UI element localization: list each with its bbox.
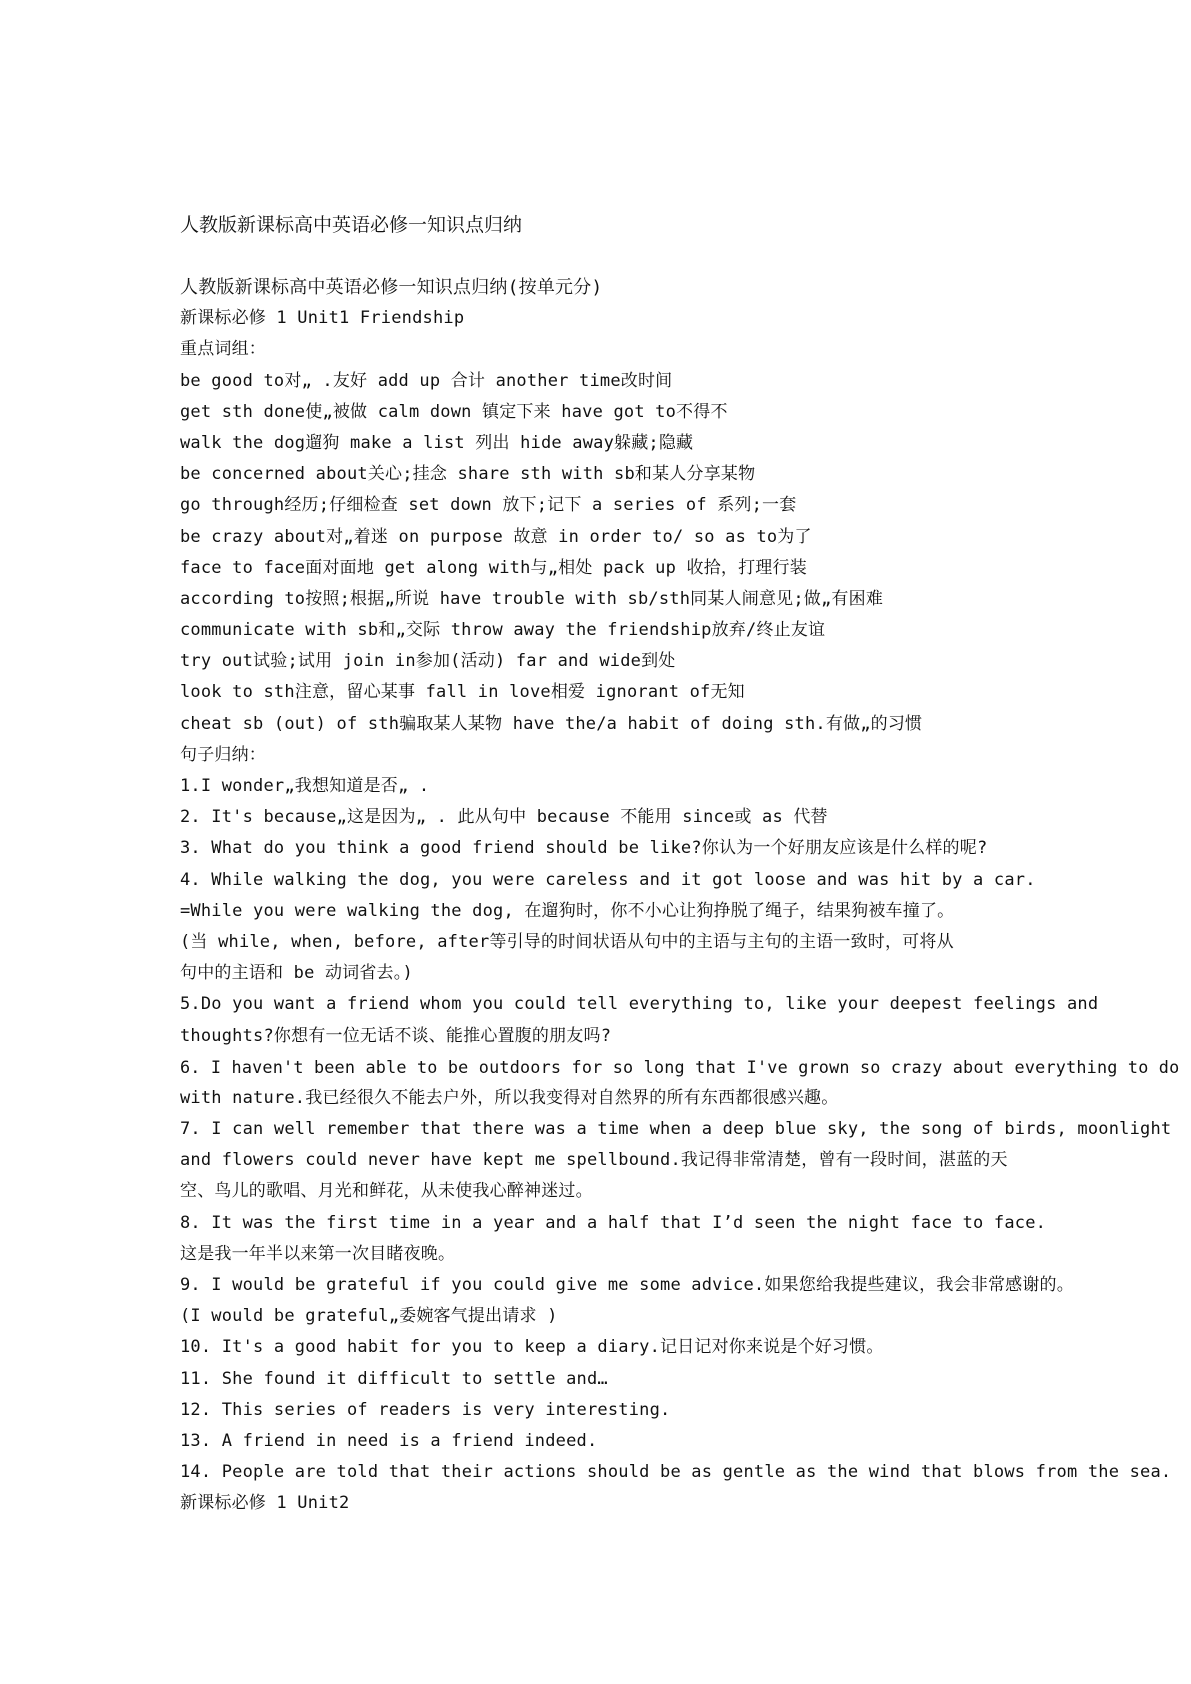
document-line: with nature.我已经很久不能去户外，所以我变得对自然界的所有东西都很感兴趣。	[180, 1087, 839, 1108]
document-line: 9. I would be grateful if you could give me some advice.如果您给我提些建议，我会非常感谢的。	[180, 1275, 1074, 1295]
document-line: thoughts?你想有一位无话不谈、能推心置腹的朋友吗?	[180, 1025, 612, 1046]
document-title: 人教版新课标高中英语必修一知识点归纳	[180, 214, 523, 236]
document-line: 14. People are told that their actions should be as gentle as the wind that blows from the sea.	[180, 1462, 1172, 1483]
document-line: try out试验;试用 join in参加(活动) far and wide到处	[180, 651, 676, 672]
document-line: according to按照;根据„所说 have trouble with sb/sth同某人闹意见;做„有困难	[180, 588, 884, 609]
document-line: look to sth注意，留心某事 fall in love相爱 ignorant of无知	[180, 682, 745, 703]
document-line: communicate with sb和„交际 throw away the friendship放弃/终止友谊	[180, 620, 826, 641]
document-line: 这是我一年半以来第一次目睹夜晚。	[180, 1243, 456, 1264]
document-line: 5.Do you want a friend whom you could tell everything to, like your deepest feelings and	[180, 994, 1099, 1015]
document-line: 句中的主语和 be 动词省去。)	[180, 963, 413, 984]
document-line: 4. While walking the dog, you were careless and it got loose and was hit by a car.	[180, 869, 1036, 890]
document-line: 新课标必修 1 Unit2	[180, 1493, 350, 1514]
document-line: 句子归纳：	[180, 744, 266, 765]
document-line: 新课标必修 1 Unit1 Friendship	[180, 308, 465, 329]
document-line: be crazy about对„着迷 on purpose 故意 in order to/ so as to为了	[180, 526, 812, 547]
document-line: and flowers could never have kept me spellbound.我记得非常清楚，曾有一段时间，湛蓝的天	[180, 1150, 1008, 1171]
document-line: 7. I can well remember that there was a time when a deep blue sky, the song of birds, moonlight	[180, 1119, 1172, 1140]
document-line: 1.I wonder„我想知道是否„ .	[180, 776, 430, 796]
document-line: 2. It's because„这是因为„ . 此从句中 because 不能用 since或 as 代替	[180, 807, 828, 828]
document-line: 人教版新课标高中英语必修一知识点归纳(按单元分)	[180, 277, 603, 298]
document-line: walk the dog遛狗 make a list 列出 hide away躲藏;隐藏	[180, 432, 694, 453]
document-line: 空、鸟儿的歌唱、月光和鲜花，从未使我心醉神迷过。	[180, 1181, 593, 1202]
document-line: 重点词组：	[180, 339, 266, 360]
document-line: go through经历;仔细检查 set down 放下;记下 a series of 系列;一套	[180, 495, 797, 516]
document-line: 3. What do you think a good friend should be like?你认为一个好朋友应该是什么样的呢?	[180, 838, 988, 859]
document-line: 13. A friend in need is a friend indeed.	[180, 1430, 598, 1451]
document-line: 6. I haven't been able to be outdoors for so long that I've grown so crazy about everything to do	[180, 1056, 1180, 1077]
document-line: be concerned about关心;挂念 share sth with sb和某人分享某物	[180, 464, 756, 485]
document-line: =While you were walking the dog, 在遛狗时，你不小心让狗挣脱了绳子，结果狗被车撞了。	[180, 900, 955, 921]
document-line: 12. This series of readers is very interesting.	[180, 1399, 671, 1420]
document-line: 11. She found it difficult to settle and…	[180, 1368, 608, 1389]
document-line: be good to对„ .友好 add up 合计 another time改时间	[180, 370, 673, 391]
document-line: (I would be grateful„委婉客气提出请求 )	[180, 1306, 558, 1327]
document-line: 10. It's a good habit for you to keep a diary.记日记对你来说是个好习惯。	[180, 1337, 884, 1358]
document-line: get sth done使„被做 calm down 镇定下来 have got to不得不	[180, 401, 728, 422]
document-line: face to face面对面地 get along with与„相处 pack up 收拾，打理行装	[180, 557, 807, 578]
document-line: (当 while, when, before, after等引导的时间状语从句中的主语与主句的主语一致时，可将从	[180, 931, 954, 952]
document-line: cheat sb (out) of sth骗取某人某物 have the/a habit of doing sth.有做„的习惯	[180, 713, 923, 734]
document-body	[180, 272, 1180, 1520]
document-line: 8. It was the first time in a year and a half that I’d seen the night face to face.	[180, 1212, 1047, 1233]
